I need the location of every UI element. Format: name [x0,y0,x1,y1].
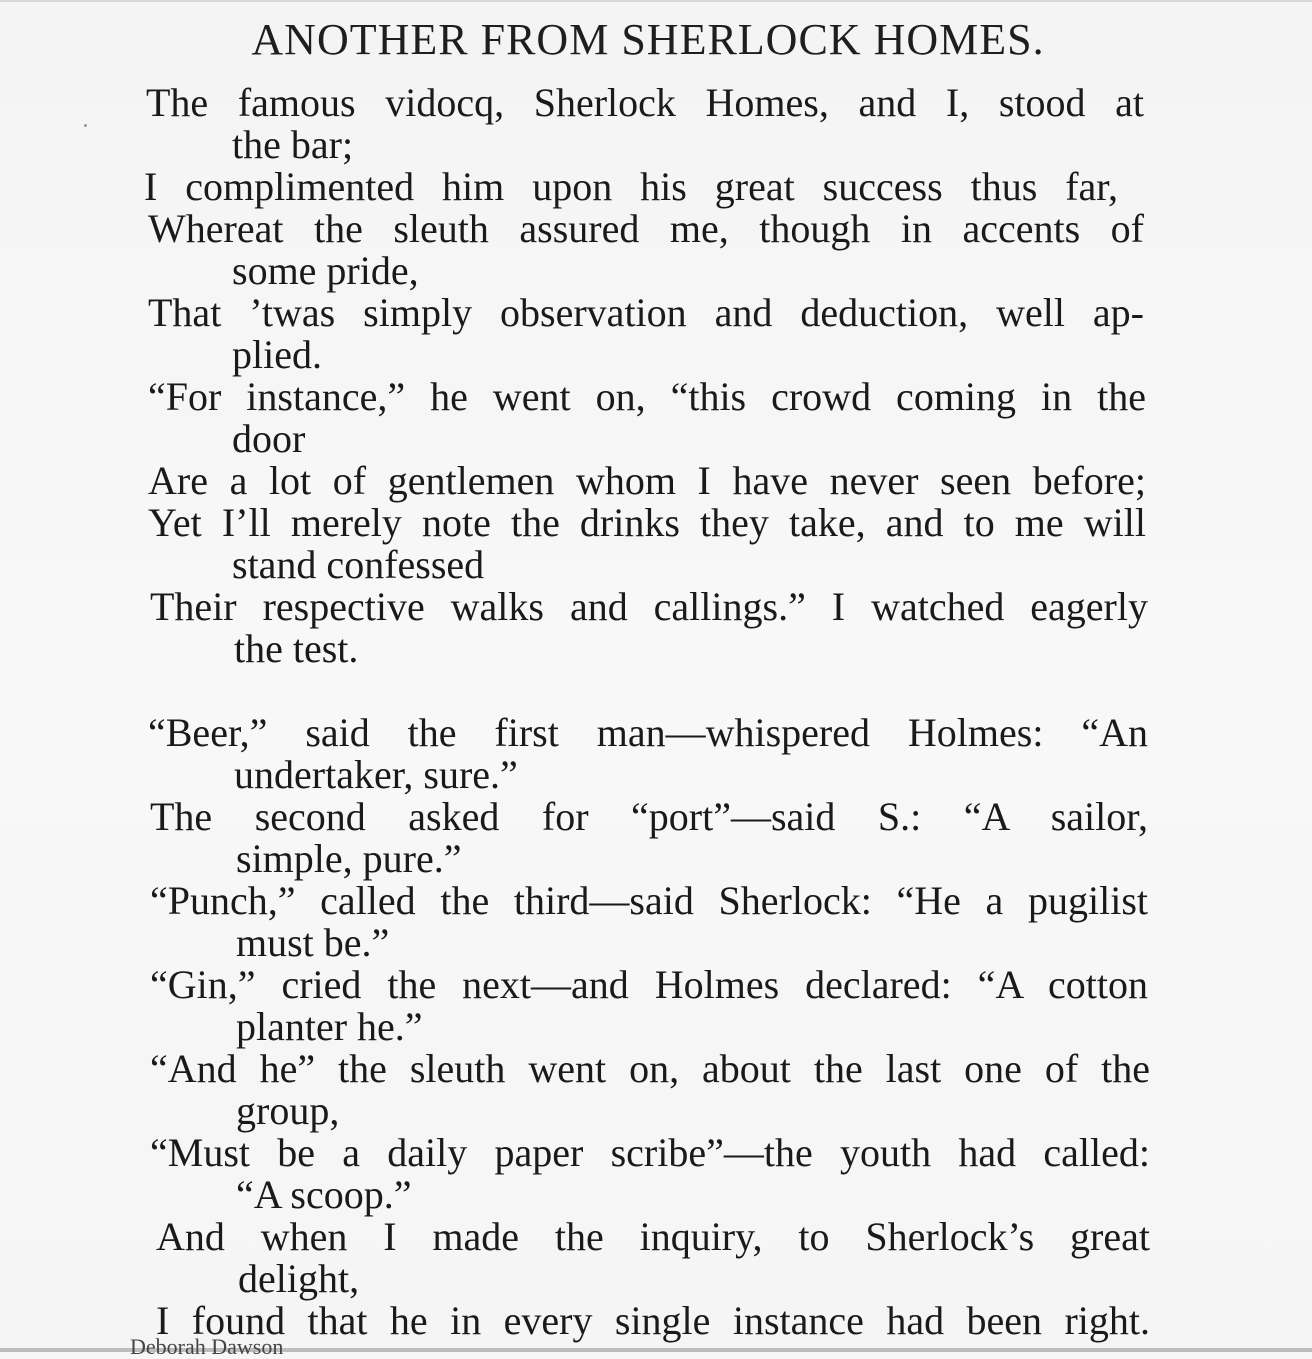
verse-line: And when I made the inquiry, to Sherlock’s great [156,1214,1150,1259]
verse-line: The famous vidocq, Sherlock Homes, and I, stood at [146,80,1144,125]
verse-line: I found that he in every single instance had been right. [156,1298,1150,1343]
verse-continuation: delight, [238,1256,360,1301]
verse-line: “For instance,” he went on, “this crowd coming in the [148,374,1146,419]
verse-line: “Punch,” called the third—said Sherlock: “He a pugilist [150,878,1148,923]
cutoff-footer-text: Deborah Dawson [130,1334,284,1359]
verse-line: Are a lot of gentlemen whom I have never seen before; [148,458,1146,503]
verse-continuation: planter he.” [236,1004,423,1049]
verse-continuation: “A scoop.” [236,1172,412,1217]
verse [156,1300,1150,1342]
verse-continuation: simple, pure.” [236,836,462,881]
verse [148,712,1148,796]
verse-continuation: door [232,416,306,461]
verse [144,166,1118,208]
verse-continuation: undertaker, sure.” [234,752,518,797]
stanza-one [0,82,1312,670]
verse-line: The second asked for “port”—said S.: “A sailor, [150,794,1148,839]
verse [156,1216,1150,1300]
verse [148,502,1146,586]
verse [150,796,1148,880]
verse [146,82,1144,166]
verse-line: That ’twas simply observation and deduction, well ap- [148,290,1144,335]
verse-line: “And he” the sleuth went on, about the last one of the [150,1046,1150,1091]
verse-continuation: group, [236,1088,340,1133]
verse [150,1132,1150,1216]
verse-line: “Beer,” said the first man—whispered Holmes: “An [148,710,1148,755]
verse-line: Their respective walks and callings.” I watched eagerly [150,584,1148,629]
verse [150,964,1148,1048]
verse [148,208,1144,292]
stanza-two [0,712,1312,1342]
verse-line: Yet I’ll merely note the drinks they take, and to me will [148,500,1146,545]
verse-line: I complimented him upon his great success thus far, [144,164,1118,209]
verse [150,1048,1150,1132]
verse [148,292,1144,376]
verse-line: Whereat the sleuth assured me, though in accents of [148,206,1144,251]
verse [150,880,1148,964]
verse-continuation: plied. [232,332,322,377]
verse-continuation: the test. [234,626,359,671]
verse [150,586,1148,670]
verse-continuation: stand confessed [232,542,485,587]
verse-continuation: must be.” [236,920,390,965]
verse [148,460,1146,502]
verse-line: “Must be a daily paper scribe”—the youth had called: [150,1130,1150,1175]
poem-title: ANOTHER FROM SHERLOCK HOMES. [251,15,1045,64]
verse-continuation: some pride, [232,248,419,293]
verse-line: “Gin,” cried the next—and Holmes declared: “A cotton [150,962,1148,1007]
verse-continuation: the bar; [232,122,354,167]
verse [148,376,1146,460]
